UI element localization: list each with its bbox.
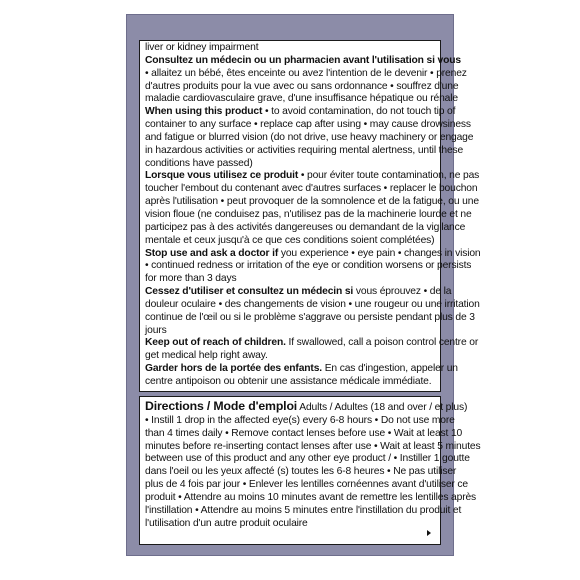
directions-line: dans l'oeil ou les yeux affecté (s) toutes les 6-8 heures • Ne pas utiliser [145, 466, 457, 478]
warnings-text: • continued redness or irritation of the eye or condition worsens or persists [145, 260, 472, 272]
warnings-text: container to any surface • replace cap after using • may cause drowsiness [145, 119, 471, 131]
warnings-text: toucher l'embout du contenant avec d'autres surfaces • replacer le bouchon [145, 183, 478, 195]
warnings-text: vision floue (ne conduisez pas, n'utilisez pas de la machinerie lourde et ne [145, 208, 472, 220]
warnings-line [145, 80, 459, 94]
directions-panel [139, 396, 481, 545]
warnings-text: maladie cardiovasculaire grave, d'une insuffisance hépatique ou rénale [145, 93, 458, 105]
warnings-panel [139, 40, 481, 392]
continue-arrow-icon [427, 530, 431, 536]
warnings-text: après l'utilisation • peut provoquer de la somnolence et de la fatigue, ou une [145, 196, 479, 208]
warnings-line [145, 183, 478, 196]
warnings-line [145, 131, 474, 145]
warnings-text: En cas d'ingestion, appeler un [322, 363, 458, 375]
warnings-line [145, 286, 452, 299]
warnings-bold-heading: Cessez d'utiliser et consultez un médecin si [145, 286, 354, 298]
warnings-line [145, 363, 458, 376]
warnings-text: centre antipoison ou obtenir une assistance médicale immédiate. [145, 375, 432, 387]
warnings-line [145, 337, 479, 350]
warnings-text: • to avoid contamination, do not touch tip of [262, 106, 456, 118]
directions-subheading: Adults / Adultes (18 and over / et plus) [297, 402, 468, 413]
warnings-line [145, 170, 480, 183]
directions-line: between use of this product and any other eye product / • Instiller 1 goutte [145, 453, 470, 465]
warnings-text: you experience • eye pain • changes in vision [278, 247, 481, 259]
warnings-bold-heading: Garder hors de la portée des enfants. [145, 363, 322, 375]
drug-facts-label [126, 14, 481, 556]
warnings-text: douleur oculaire • des changements de vision • une rougeur ou une irritation [145, 298, 480, 310]
warnings-line [145, 221, 466, 235]
warnings-line [145, 196, 479, 209]
warnings-line [145, 273, 435, 286]
warnings-line [145, 325, 435, 338]
warnings-bold-heading: Keep out of reach of children. [145, 337, 286, 349]
warnings-text: get medical help right away. [145, 350, 268, 362]
warnings-text: • pour éviter toute contamination, ne pas [298, 170, 480, 182]
directions-line: than 4 times daily • Remove contact lenses before use • Wait at least 10 [145, 427, 463, 439]
directions-line: plus de 4 fois par jour • Enlever les lentilles cornéennes avant d'utiliser ce [145, 479, 468, 491]
warnings-bold-heading: When using this product [145, 106, 263, 118]
warnings-line [145, 247, 481, 261]
warnings-line [145, 298, 480, 312]
warnings-line [145, 376, 435, 389]
warnings-text: • allaitez un bébé, êtes enceinte ou avez l'intention de le devenir • prenez [145, 67, 467, 79]
warnings-line [145, 54, 461, 68]
warnings-text: in hazardous activities or activities requiring mental alertness, until these [145, 144, 464, 156]
warnings-line [145, 350, 435, 363]
warnings-text: conditions have passed) [145, 157, 253, 169]
warnings-text: participez pas à des activités dangereuses ou demandant de la vigilance [145, 221, 466, 233]
warnings-text: and fatigue or blurred vision (do not drive, use heavy machinery or engage [145, 131, 474, 143]
warnings-text: If swallowed, call a poison control centre or [285, 337, 479, 349]
warnings-bold-heading: Stop use and ask a doctor if [145, 247, 279, 259]
warnings-line [145, 93, 458, 106]
warnings-line [145, 311, 475, 325]
warnings-line [145, 42, 435, 55]
warnings-text: mentale et ceux jusqu'à ce que ces conditions soient complétées) [145, 234, 435, 246]
warnings-line [145, 208, 472, 222]
warnings-line [145, 106, 456, 119]
directions-line: l'utilisation d'un autre produit oculaire [145, 517, 308, 529]
warnings-text: liver or kidney impairment [145, 42, 259, 53]
directions-line: produit • Attendre au moins 10 minutes avant de remettre les lentilles après [145, 491, 477, 503]
warnings-line [145, 158, 435, 171]
warnings-text: jours [145, 324, 167, 336]
directions-line: • Instill 1 drop in the affected eye(s) every 6-8 hours • Do not use more [145, 414, 455, 426]
directions-text [145, 414, 481, 531]
directions-heading: Directions / Mode d'emploi [145, 399, 298, 413]
warnings-line [145, 260, 472, 273]
warnings-bold-heading: Consultez un médecin ou un pharmacien avant l'utilisation si vous [145, 54, 461, 66]
directions-header-line [145, 399, 468, 415]
warnings-text: for more than 3 days [145, 273, 237, 285]
directions-line: l'instillation • Attendre au moins 5 minutes entre l'instillation du produit et [145, 504, 462, 516]
warnings-line [145, 235, 435, 248]
warnings-line [145, 119, 471, 132]
warnings-bold-heading: Lorsque vous utilisez ce produit [145, 170, 299, 182]
warnings-text: vous éprouvez • de la [353, 286, 452, 298]
warnings-text: d'autres produits pour la vue avec ou sans ordonnance • souffrez d'une [145, 80, 459, 92]
directions-line: minutes before re-inserting contact lenses after use • Wait at least 5 minutes [145, 440, 481, 452]
warnings-line [145, 144, 464, 158]
warnings-text: continue de l'œil ou si le problème s'aggrave ou persiste pendant plus de 3 [145, 311, 475, 323]
warnings-line [145, 67, 467, 81]
